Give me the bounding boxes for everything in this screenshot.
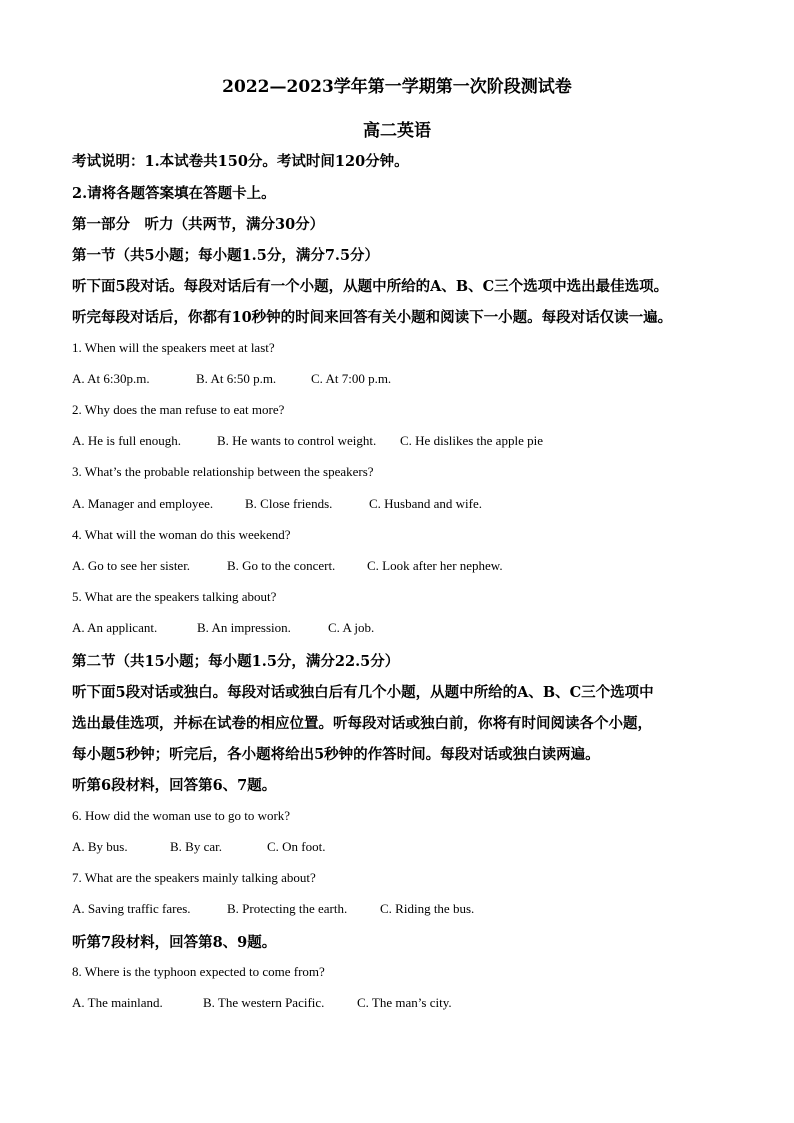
option-b: B. At 6:50 p.m. xyxy=(196,371,277,386)
section2-directions-line-3: 每小题5秒钟；听完后，各小题将给出5秒钟的作答时间。每段对话或独白读两遍。 xyxy=(72,746,600,763)
question-1: 1. When will the speakers meet at last? xyxy=(72,340,275,355)
section1-directions-line-1: 听下面5段对话。每段对话后有一个小题，从题中所给的A、B、C三个选项中选出最佳选项。 xyxy=(72,278,669,295)
option-c: C. On foot. xyxy=(267,839,326,854)
option-b: B. An impression. xyxy=(197,620,291,635)
question-1-options xyxy=(72,371,391,387)
question-6: 6. How did the woman use to go to work? xyxy=(72,808,291,823)
question-7-options xyxy=(72,901,474,917)
option-a: A. At 6:30p.m. xyxy=(72,371,150,386)
section2-directions-line-1: 听下面5段对话或独白。每段对话或独白后有几个小题，从题中所给的A、B、C三个选项中 xyxy=(72,684,654,701)
option-b: B. The western Pacific. xyxy=(203,995,325,1010)
section2-directions-line-2: 选出最佳选项，并标在试卷的相应位置。听每段对话或独白前，你将有时间阅读各个小题， xyxy=(72,715,652,732)
material-6-heading: 听第6段材料，回答第6、7题。 xyxy=(72,777,277,794)
part1-heading: 第一部分 听力（共两节，满分30分） xyxy=(72,216,325,233)
option-c: C. At 7:00 p.m. xyxy=(311,371,392,386)
question-3: 3. What’s the probable relationship between the speakers? xyxy=(72,464,374,479)
option-b: B. Go to the concert. xyxy=(227,558,336,573)
option-a: A. Saving traffic fares. xyxy=(72,901,191,916)
option-c: C. Husband and wife. xyxy=(369,496,483,511)
exam-subject: 高二英语 xyxy=(363,121,431,141)
option-b: B. By car. xyxy=(170,839,222,854)
section1-directions-line-2: 听完每段对话后，你都有10秒钟的时间来回答有关小题和阅读下一小题。每段对话仅读一遍。 xyxy=(72,309,673,326)
question-2-options xyxy=(72,433,543,449)
option-c: C. A job. xyxy=(328,620,375,635)
question-2: 2. Why does the man refuse to eat more? xyxy=(72,402,285,417)
option-c: C. He dislikes the apple pie xyxy=(400,433,543,448)
exam-title: 2022—2023学年第一学期第一次阶段测试卷 xyxy=(222,77,572,97)
question-3-options xyxy=(72,496,482,512)
option-a: A. He is full enough. xyxy=(72,433,182,448)
option-b: B. He wants to control weight. xyxy=(217,433,377,448)
question-4: 4. What will the woman do this weekend? xyxy=(72,527,291,542)
question-7: 7. What are the speakers mainly talking about? xyxy=(72,870,316,885)
question-8-options xyxy=(72,995,452,1011)
question-6-options xyxy=(72,839,326,855)
option-c: C. Look after her nephew. xyxy=(367,558,503,573)
option-b: B. Close friends. xyxy=(245,496,333,511)
option-a: A. An applicant. xyxy=(72,620,158,635)
section2-heading: 第二节（共15小题；每小题1.5分，满分22.5分） xyxy=(72,653,400,670)
option-a: A. Go to see her sister. xyxy=(72,558,191,573)
question-8: 8. Where is the typhoon expected to come from? xyxy=(72,964,325,979)
option-b: B. Protecting the earth. xyxy=(227,901,348,916)
option-c: C. The man’s city. xyxy=(357,995,452,1010)
section1-heading: 第一节（共5小题；每小题1.5分，满分7.5分） xyxy=(72,247,380,264)
question-5: 5. What are the speakers talking about? xyxy=(72,589,277,604)
instructions-line-1: 考试说明：1.本试卷共150分。考试时间120分钟。 xyxy=(72,153,409,170)
question-5-options xyxy=(72,620,374,636)
question-4-options xyxy=(72,558,503,574)
material-7-heading: 听第7段材料，回答第8、9题。 xyxy=(72,934,277,951)
option-c: C. Riding the bus. xyxy=(380,901,475,916)
option-a: A. The mainland. xyxy=(72,995,163,1010)
instructions-line-2: 2.请将各题答案填在答题卡上。 xyxy=(72,185,276,202)
option-a: A. Manager and employee. xyxy=(72,496,214,511)
option-a: A. By bus. xyxy=(72,839,128,854)
